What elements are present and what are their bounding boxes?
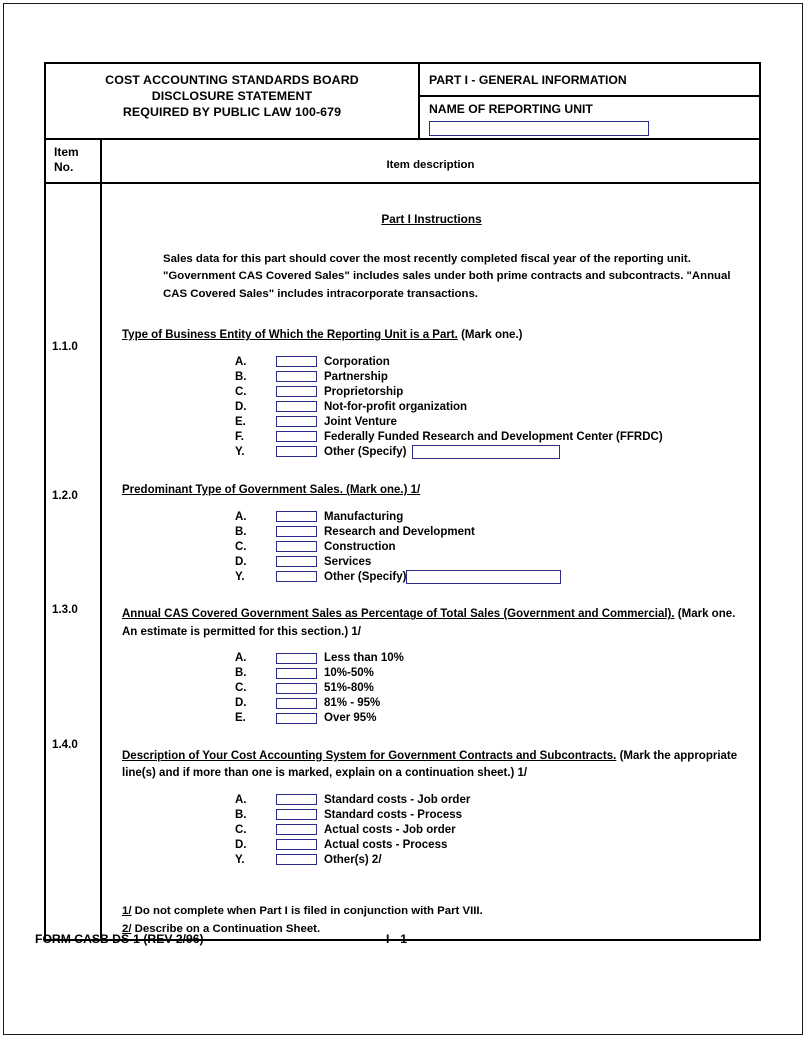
footnotes xyxy=(122,903,751,938)
option-label: Proprietorship xyxy=(324,385,404,398)
option-letter: B. xyxy=(235,370,247,383)
option-label: Federally Funded Research and Development Center (FFRDC) xyxy=(324,430,663,443)
option-label: Actual costs - Process xyxy=(324,838,448,851)
instructions-body: Sales data for this part should cover the most recently completed fiscal year of the reporting unit. "Government CAS Covered Sales" includes sales under both prime contracts and subcontracts. "Annual CAS Covered Sales" includes intracorporate transactions. xyxy=(163,253,731,300)
question-1.1.0-title-rest: (Mark one.) xyxy=(461,328,523,341)
option-label: Actual costs - Job order xyxy=(324,823,456,836)
option-label: 81% - 95% xyxy=(324,697,381,710)
footnote-1 xyxy=(122,903,751,921)
form-body-row xyxy=(46,184,759,939)
option-letter: B. xyxy=(235,808,247,821)
column-header-item-no-line1: Item xyxy=(54,145,79,159)
option-letter: A. xyxy=(235,793,247,806)
checkbox-1.2.0-Y[interactable] xyxy=(276,571,317,582)
option-row xyxy=(122,384,751,399)
question-1.3.0-title-rest: (Mark one. An estimate is permitted for this section.) 1/ xyxy=(122,608,736,638)
checkbox-1.2.0-D[interactable] xyxy=(276,556,317,567)
option-label: Corporation xyxy=(324,355,390,368)
question-1.1.0-title-underlined: Type of Business Entity of Which the Reporting Unit is a Part. xyxy=(122,328,458,341)
option-row xyxy=(122,807,751,822)
option-label: Manufacturing xyxy=(324,510,404,523)
question-1.4.0-title-rest: (Mark the appropriate line(s) and if more than one is marked, explain on a continuation sheet.) 1/ xyxy=(122,749,738,780)
column-header-row xyxy=(46,140,759,184)
option-label: Standard costs - Process xyxy=(324,808,463,821)
question-1.2.0-title xyxy=(122,482,751,499)
option-row xyxy=(122,711,751,726)
column-header-description: Item description xyxy=(386,159,475,171)
option-row xyxy=(122,369,751,384)
option-row xyxy=(122,696,751,711)
option-letter: C. xyxy=(235,385,247,398)
checkbox-1.2.0-C[interactable] xyxy=(276,541,317,552)
option-row xyxy=(122,539,751,554)
checkbox-1.4.0-D[interactable] xyxy=(276,839,317,850)
option-row xyxy=(122,651,751,666)
question-1.4.0-options xyxy=(122,792,751,867)
option-label: Other(s) 2/ xyxy=(324,853,382,866)
form-title-line-3: REQUIRED BY PUBLIC LAW 100-679 xyxy=(122,104,342,119)
checkbox-1.3.0-E[interactable] xyxy=(276,713,317,724)
option-row xyxy=(122,837,751,852)
checkbox-1.4.0-B[interactable] xyxy=(276,809,317,820)
option-letter: A. xyxy=(235,355,247,368)
question-1.4.0-title-underlined: Description of Your Cost Accounting System for Government Contracts and Subcontracts. xyxy=(122,749,617,762)
option-row xyxy=(122,822,751,837)
option-letter: C. xyxy=(235,540,247,553)
option-letter: D. xyxy=(235,400,247,413)
footnote-2-mark: 2/ xyxy=(122,923,132,936)
question-1.3.0-title xyxy=(122,606,751,641)
checkbox-1.1.0-Y[interactable] xyxy=(276,446,317,457)
checkbox-1.1.0-C[interactable] xyxy=(276,386,317,397)
option-row xyxy=(122,852,751,867)
option-row xyxy=(122,666,751,681)
option-row xyxy=(122,681,751,696)
option-letter: D. xyxy=(235,555,247,568)
specify-input-1.1.0-Y[interactable] xyxy=(412,445,560,459)
checkbox-1.1.0-F[interactable] xyxy=(276,431,317,442)
option-label: Services xyxy=(324,555,372,568)
reporting-unit-block xyxy=(420,97,759,138)
reporting-unit-label: NAME OF REPORTING UNIT xyxy=(429,102,593,116)
option-letter: Y. xyxy=(235,853,245,866)
item-number-1.4.0: 1.4.0 xyxy=(52,738,78,751)
option-letter: D. xyxy=(235,697,247,710)
question-1.2.0-title-underlined: Predominant Type of Government Sales. (Mark one.) 1/ xyxy=(122,484,421,497)
checkbox-1.4.0-A[interactable] xyxy=(276,794,317,805)
column-header-item-no-line2: No. xyxy=(54,160,74,174)
form-header-row xyxy=(46,64,759,140)
option-letter: A. xyxy=(235,652,247,665)
option-label: Over 95% xyxy=(324,712,377,725)
option-letter: C. xyxy=(235,682,247,695)
option-label: Standard costs - Job order xyxy=(324,793,471,806)
option-row xyxy=(122,354,751,369)
form-header-right xyxy=(420,64,759,138)
option-row xyxy=(122,444,751,459)
question-1.3.0 xyxy=(122,606,751,726)
specify-input-1.2.0-Y[interactable] xyxy=(406,570,561,584)
option-label: 51%-80% xyxy=(324,682,374,695)
question-1.3.0-title-underlined: Annual CAS Covered Government Sales as Percentage of Total Sales (Government and Commercial). xyxy=(122,608,675,621)
question-1.1.0 xyxy=(122,327,751,459)
checkbox-1.2.0-A[interactable] xyxy=(276,511,317,522)
question-1.2.0-options xyxy=(122,509,751,584)
footnote-2 xyxy=(122,921,751,939)
option-row xyxy=(122,399,751,414)
item-number-1.2.0: 1.2.0 xyxy=(52,489,78,502)
checkbox-1.1.0-E[interactable] xyxy=(276,416,317,427)
option-letter: A. xyxy=(235,510,247,523)
column-header-item-no xyxy=(46,140,102,182)
item-number-1.1.0: 1.1.0 xyxy=(52,340,78,353)
page-number: I - 1 xyxy=(386,932,407,946)
checkbox-1.3.0-B[interactable] xyxy=(276,668,317,679)
checkbox-1.3.0-A[interactable] xyxy=(276,653,317,664)
disclosure-form-table xyxy=(44,62,761,941)
checkbox-1.1.0-B[interactable] xyxy=(276,371,317,382)
form-identifier: FORM CASB DS-1 (REV 2/96) xyxy=(35,932,204,946)
option-letter: B. xyxy=(235,525,247,538)
checkbox-1.2.0-B[interactable] xyxy=(276,526,317,537)
question-1.3.0-options xyxy=(122,651,751,726)
option-row xyxy=(122,524,751,539)
option-letter: Y. xyxy=(235,570,245,583)
option-row xyxy=(122,792,751,807)
checkbox-1.1.0-D[interactable] xyxy=(276,401,317,412)
checkbox-1.3.0-D[interactable] xyxy=(276,698,317,709)
option-letter: Y. xyxy=(235,445,245,458)
option-label: Not-for-profit organization xyxy=(324,400,468,413)
option-label: Less than 10% xyxy=(324,652,404,665)
option-letter: E. xyxy=(235,712,246,725)
option-letter: C. xyxy=(235,823,247,836)
option-row xyxy=(122,554,751,569)
option-label: 10%-50% xyxy=(324,667,374,680)
form-title-line-1: COST ACCOUNTING STANDARDS BOARD xyxy=(105,73,359,87)
checkbox-1.4.0-C[interactable] xyxy=(276,824,317,835)
option-letter: B. xyxy=(235,667,247,680)
footnote-2-text: Describe on a Continuation Sheet. xyxy=(134,923,321,936)
question-1.2.0 xyxy=(122,482,751,584)
checkbox-1.4.0-Y[interactable] xyxy=(276,854,317,865)
option-label: Partnership xyxy=(324,370,388,383)
checkbox-1.3.0-C[interactable] xyxy=(276,683,317,694)
form-title-line-2: DISCLOSURE STATEMENT xyxy=(151,88,313,103)
option-letter: D. xyxy=(235,838,247,851)
option-row xyxy=(122,509,751,524)
instructions-title: Part I Instructions xyxy=(381,212,482,226)
footnote-1-mark: 1/ xyxy=(122,905,132,918)
reporting-unit-input[interactable] xyxy=(429,121,649,136)
item-description-column xyxy=(102,184,759,939)
option-label: Other (Specify) xyxy=(324,570,407,583)
form-title-block xyxy=(46,64,420,138)
option-label: Other (Specify) xyxy=(324,445,407,458)
option-letter: F. xyxy=(235,430,244,443)
question-1.1.0-title xyxy=(122,327,751,344)
option-label: Joint Venture xyxy=(324,415,397,428)
option-label: Construction xyxy=(324,540,396,553)
question-1.1.0-options xyxy=(122,354,751,459)
option-label: Research and Development xyxy=(324,525,475,538)
option-letter: E. xyxy=(235,415,246,428)
footnote-1-text: Do not complete when Part I is filed in conjunction with Part VIII. xyxy=(134,905,483,918)
item-number-column xyxy=(46,184,102,939)
option-row xyxy=(122,414,751,429)
option-row xyxy=(122,429,751,444)
question-1.4.0 xyxy=(122,748,751,868)
checkbox-1.1.0-A[interactable] xyxy=(276,356,317,367)
part-label: PART I - GENERAL INFORMATION xyxy=(420,64,759,97)
question-1.4.0-title xyxy=(122,748,751,783)
option-row xyxy=(122,569,751,584)
item-number-1.3.0: 1.3.0 xyxy=(52,603,78,616)
